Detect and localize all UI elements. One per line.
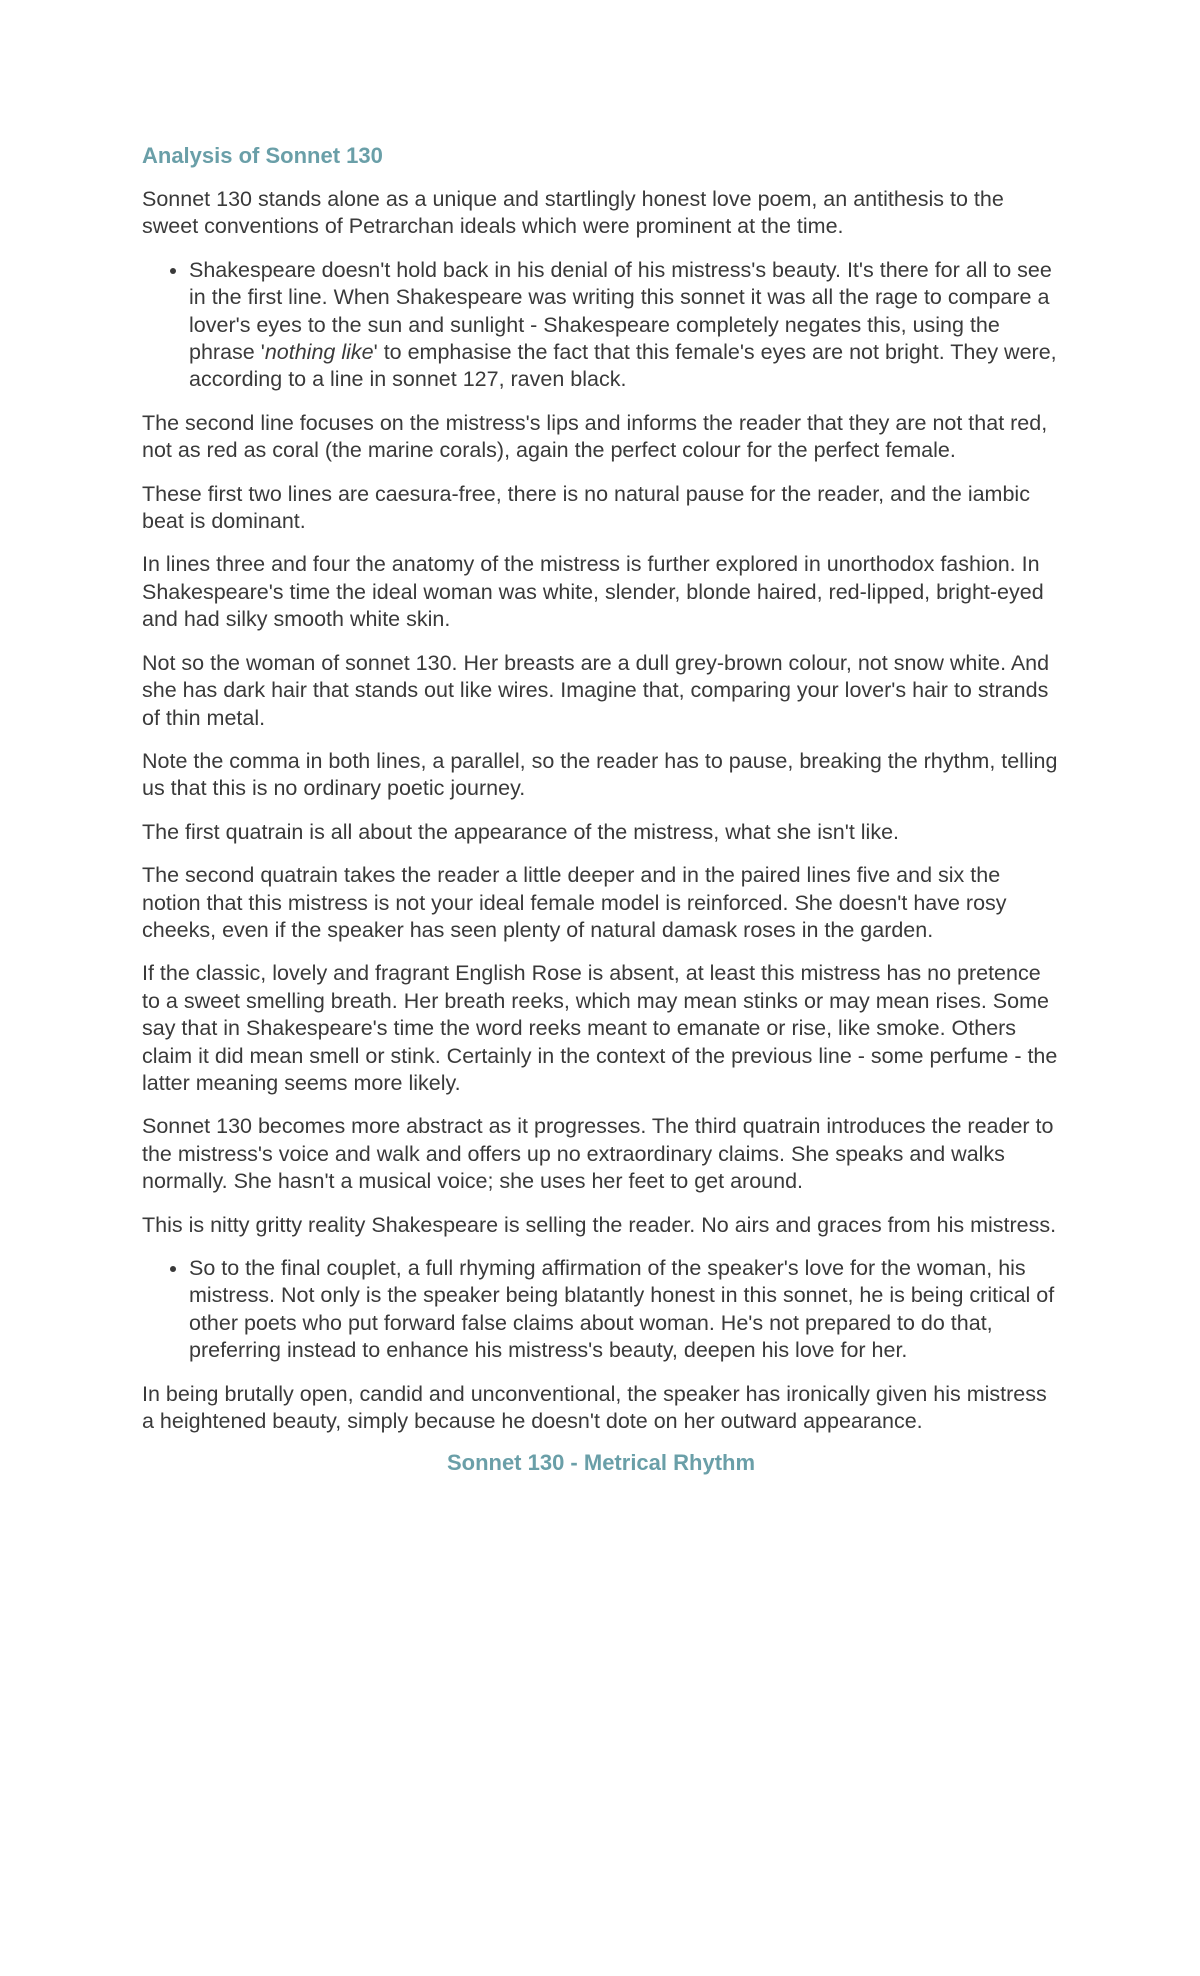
paragraph-abstract: Sonnet 130 becomes more abstract as it progresses. The third quatrain introduces the reader to the mistress's voice and walk and offers up no extraordinary claims. She speaks and walks normally. She hasn't a musical voice; she uses her feet to get around. bbox=[142, 1114, 1054, 1194]
paragraph-nitty-gritty: This is nitty gritty reality Shakespeare is selling the reader. No airs and graces from his mistress. bbox=[142, 1212, 1057, 1237]
section-heading-metrical: Sonnet 130 - Metrical Rhythm bbox=[446, 1450, 756, 1476]
paragraph-comma: Note the comma in both lines, a parallel, so the reader has to pause, breaking the rhythm, telling us that this is no ordinary poetic journey. bbox=[142, 748, 1058, 801]
bullet-list-1 bbox=[142, 257, 1060, 394]
paragraph-second-quatrain: The second quatrain takes the reader a little deeper and in the paired lines five and six the notion that this mistress is not your ideal female model is reinforced. She doesn't have rosy cheeks, even if the speaker has seen plenty of natural damask roses in the garden. bbox=[142, 863, 1007, 942]
paragraph-intro: Sonnet 130 stands alone as a unique and startlingly honest love poem, an antithesis to the sweet conventions of Petrarchan ideals which were prominent at the time. bbox=[142, 187, 1004, 239]
bullet-item-denial bbox=[189, 257, 1060, 394]
paragraph-caesura: These first two lines are caesura-free, there is no natural pause for the reader, and the iambic beat is dominant. bbox=[142, 481, 1030, 534]
document-page bbox=[142, 142, 1060, 1493]
paragraph-first-quatrain: The first quatrain is all about the appearance of the mistress, what she isn't like. bbox=[142, 819, 899, 844]
paragraph-woman: Not so the woman of sonnet 130. Her breasts are a dull grey-brown colour, not snow white. And she has dark hair that stands out like wires. Imagine that, comparing your lover's hair to strands of thin metal. bbox=[142, 650, 1050, 730]
section-heading: Analysis of Sonnet 130 bbox=[142, 143, 383, 168]
paragraph-english-rose: If the classic, lovely and fragrant English Rose is absent, at least this mistress has no pretence to a sweet smelling breath. Her breath reeks, which may mean stinks or may mean rises. Some say that in Shakespeare's time the word reeks meant to emanate or rise, like smoke. Others claim it did mean smell or stink. Certainly in the context of the previous line - some perfume - the latter meaning seems more likely. bbox=[142, 961, 1058, 1095]
paragraph-lips: The second line focuses on the mistress's lips and informs the reader that they are not that red, not as red as coral (the marine corals), again the perfect colour for the perfect female. bbox=[142, 410, 1048, 463]
bullet-text-after: ' to emphasise the fact that this female's eyes are not bright. They were, according to a line in sonnet 127, raven black. bbox=[189, 340, 1057, 392]
bullet-item-couplet: • So to the final couplet, a full rhyming affirmation of the speaker's love for the woman, his mistress. Not only is the speaker being blatantly honest in this sonnet, he is being critical of other poets who put forward false claims about woman. He's not prepared to do that, preferring instead to enhance his mistress's beauty, deepen his love for her. bbox=[189, 1255, 1060, 1365]
paragraph-conclusion: In being brutally open, candid and unconventional, the speaker has ironically given his mistress a heightened beauty, simply because he doesn't dote on her outward appearance. bbox=[142, 1381, 1047, 1434]
paragraph-anatomy: In lines three and four the anatomy of the mistress is further explored in unorthodox fashion. In Shakespeare's time the ideal woman was white, slender, blonde haired, red-lipped, bright-eyed and had silky smooth white skin. bbox=[142, 552, 1044, 632]
bullet-text-italic: nothing like bbox=[264, 340, 374, 365]
bullet-text-before: Shakespeare doesn't hold back in his denial of his mistress's beauty. It's there for all to see in the first line. When Shakespeare was writing this sonnet it was all the rage to compare a lover's eyes to the sun and sunlight - Shakespeare completely negates this, using the phrase ' bbox=[189, 257, 1052, 365]
bullet-list-2 bbox=[142, 1255, 1060, 1365]
